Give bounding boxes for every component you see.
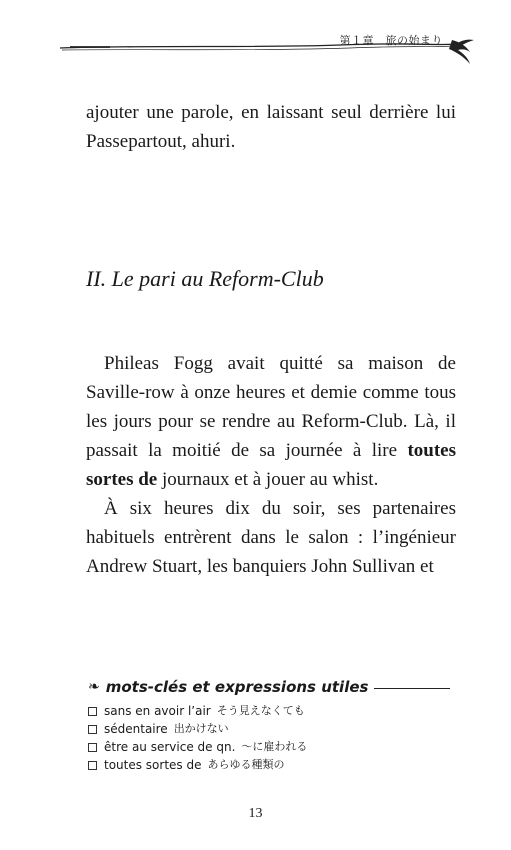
vocab-item — [88, 702, 458, 720]
fleuron-icon: ❧ — [88, 679, 100, 695]
checkbox-icon[interactable] — [88, 707, 97, 716]
vocabulary-title: mots-clés et expressions utiles — [105, 678, 369, 696]
running-header — [0, 0, 511, 70]
vocab-item — [88, 738, 458, 756]
keyword-toutes-sortes-de: toutes sortes de — [86, 440, 456, 490]
page-number: 13 — [248, 806, 263, 821]
vocab-translation: そう見えなくても — [216, 704, 305, 717]
vocab-term: être au service de qn. — [104, 740, 236, 754]
vocabulary-box — [88, 678, 458, 774]
section-title: II. Le pari au Reform-Club — [86, 266, 324, 291]
paragraph-1-text-after: journaux et à jouer au whist. — [157, 469, 379, 490]
main-text — [86, 349, 456, 581]
chapter-label: 第１章 旅の始まり — [339, 34, 443, 47]
vocabulary-heading — [88, 678, 458, 696]
checkbox-icon[interactable] — [88, 743, 97, 752]
vocab-term: sédentaire — [104, 722, 168, 736]
vocab-term: sans en avoir l’air — [104, 704, 211, 718]
heading-rule — [374, 688, 450, 689]
paragraph-2: À six heures dix du soir, ses partenaires habituels entrèrent dans le salon : l’ingénieur Andrew Stuart, les banquiers John Sullivan et — [86, 498, 456, 577]
vocab-item — [88, 720, 458, 738]
paragraph-1 — [86, 349, 456, 494]
paragraph-1-text-before: Phileas Fogg avait quitté sa maison de Saville-row à onze heures et demie comme tous les jours pour se rendre au Reform-Club. Là, il passait la moitié de sa journée à lire — [86, 353, 456, 461]
continued-paragraph: ajouter une parole, en laissant seul derrière lui Passepartout, ahuri. — [86, 102, 456, 152]
vocab-translation: 出かけない — [173, 722, 229, 735]
vocab-translation: 〜に雇われる — [241, 740, 308, 753]
vocab-item — [88, 756, 458, 774]
header-swallow-rule — [0, 0, 511, 70]
checkbox-icon[interactable] — [88, 761, 97, 770]
checkbox-icon[interactable] — [88, 725, 97, 734]
vocab-translation: あらゆる種類の — [207, 758, 285, 771]
vocab-term: toutes sortes de — [104, 758, 202, 772]
